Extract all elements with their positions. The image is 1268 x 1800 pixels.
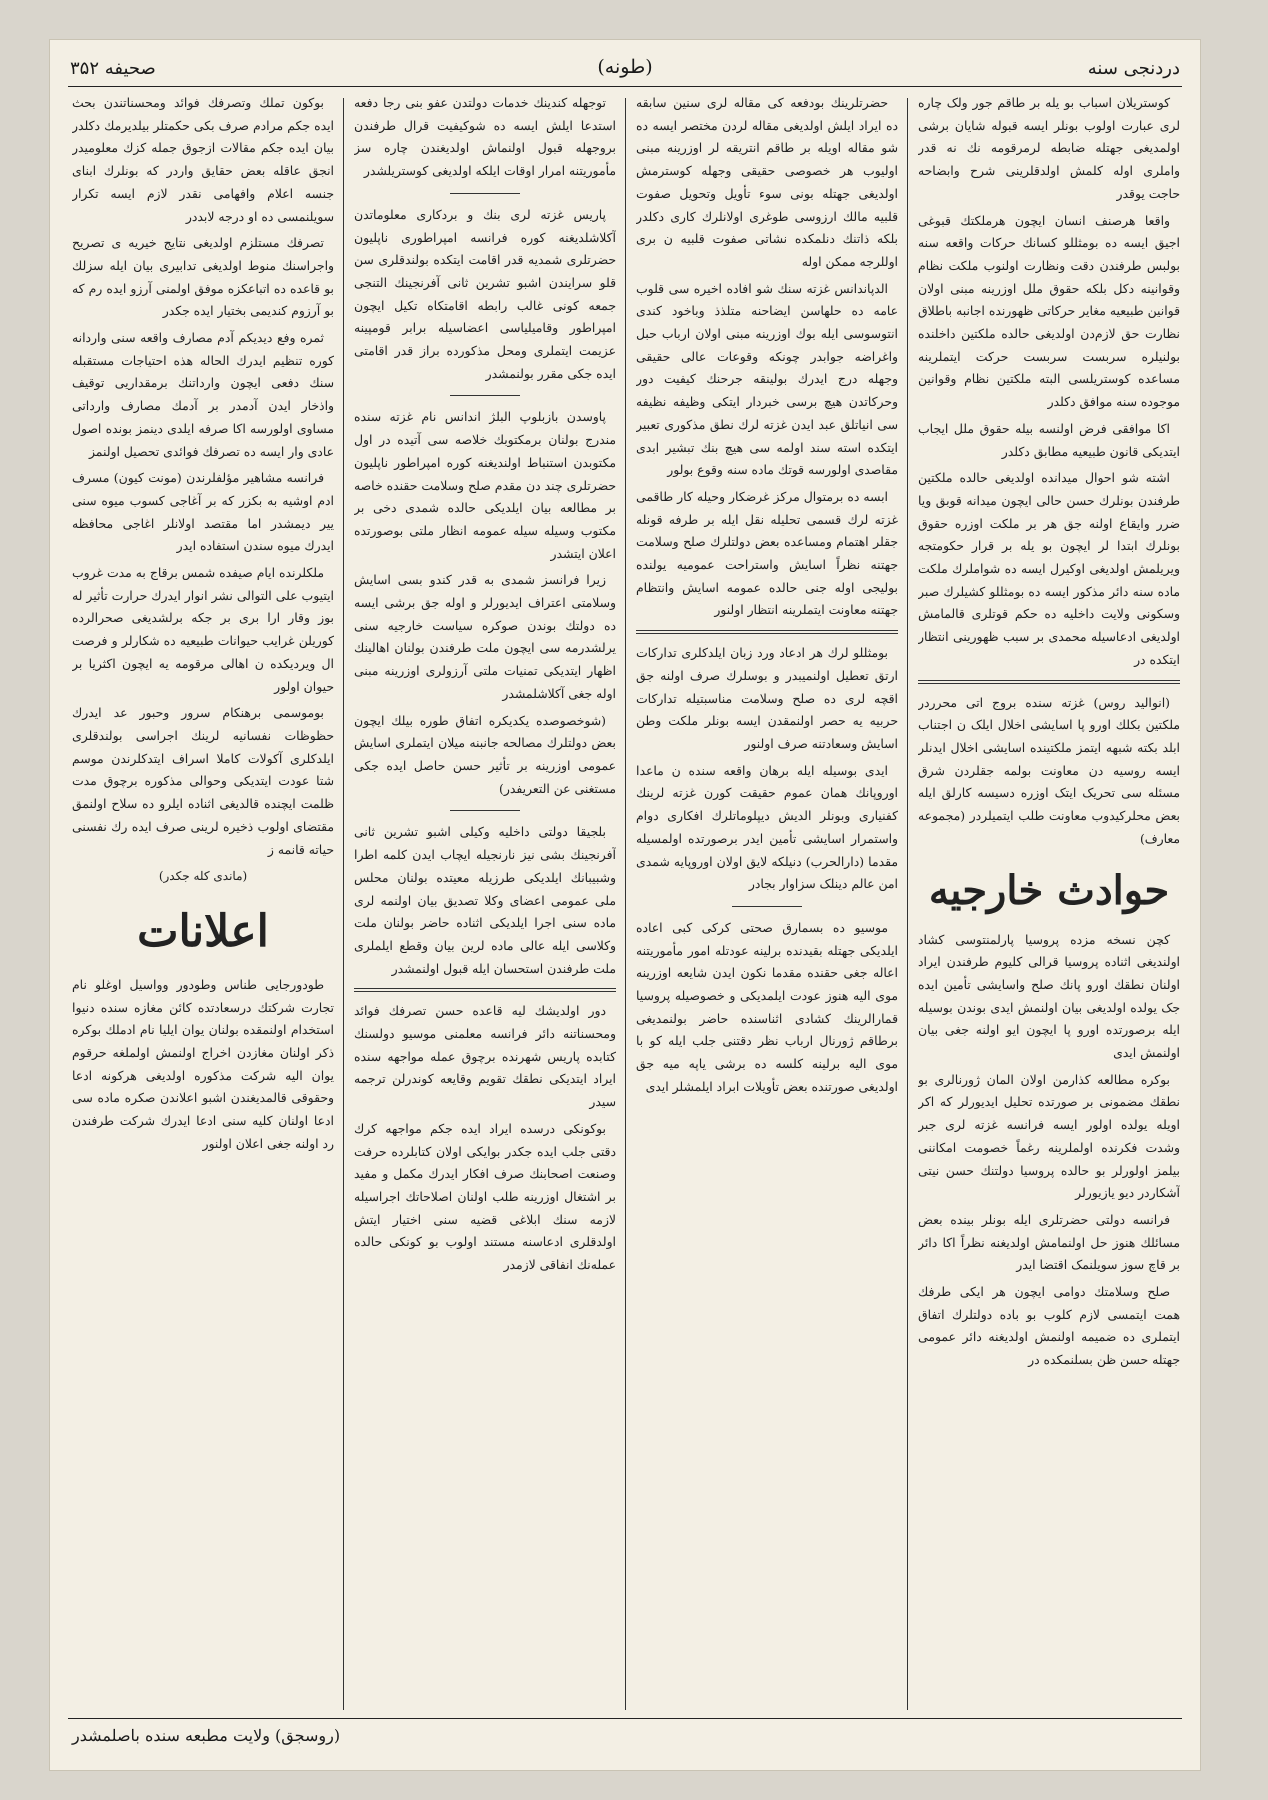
short-divider — [732, 906, 802, 907]
newspaper-page — [50, 40, 1200, 1770]
paper-name: دردنجی سنه — [1087, 58, 1180, 79]
article-paragraph: پاوسدن بازبلوپ البلژ اندانس نام غزته سنده مندرج بولنان برمکتوبك خلاصه سی آتیده در اول مکتوبدن استنباط اولندیغنه کوره امپراطور ناپلیون حضرتلری چند دن مقدم صلح وسلامت حقنده خاصه بر مطالعه بیان ایلدیکی حالده شمدی دخی بر مکتوب وسیله سیله عمومه انظار ملتی بوصورتده اعلان ایتشدر — [354, 409, 616, 561]
columns-container — [70, 92, 1180, 1714]
footer-rule — [68, 1718, 1182, 1719]
article-paragraph: بوکره مطالعه کذارمن اولان المان ژورنالری بو نطقك مضمونی بر صورتده تحلیل ایدیورلر که اکر اویله یولده اولور ایسه فرانسه غزته لری جبر وشدت فکرنده اولملرینه رغماً خصومت امکاننی بیلمز اولورلر بو حالده پروسیا دولتنك حسن نیتی آشکاردر دیو یازیورلر — [918, 1071, 1180, 1201]
section-divider — [354, 988, 616, 992]
advertisement-paragraph: طودورجایی طناس وطودور وواسیل اوغلو نام تجارت شرکتك درسعادتده کائن مغازه سنده دنیوا استخدام اولنمقده بولنان یوان ایلیا نام ادملك بوکره ذکر اولنان مغازدن اخراج اولنمش اولملغه حرقوم یوان الیه شرکت مذکوره اولدیغی هرکونه ادعا وحقوقی قالمدیغندن اشبو اعلاندن صکره ماده سی ادعا اولنان کلیه سنی ادعا ایدرك شرکت طرفندن رد اولنه جغی اعلان اولنور — [72, 976, 334, 1151]
printer-imprint: (روسجق) ولایت مطبعه سنده باصلمشدر — [72, 1726, 341, 1745]
article-paragraph: بوموسمی برهنکام سرور وحبور عد ایدرك حظوظات نفسانیه لرینك اجراسی بولندقلری ایلدکلری آکولات کاملا اسراف ایتدکلرندن موسم شتا عودت ایتدیکی وحوالی مذکوره برچوق مدت ظلمت ایچنده قالدیغی اثناده ایلرو ده سلاح اولنمق مقتضای اولوب ذخیره لرینی صرف ایده رك نفسنی حیاته قانمه ز — [72, 705, 334, 857]
article-paragraph: ابسه ده برمتوال مرکز غرضکار وحیله کار طاقمی غزته لرك قسمی تحلیله نقل ایله بر طرفه قونله جقلر اهتمام ومساعده بعض دولتلرك صلح وسلامت جهتنه نظراً اسایش واستراحت عمومیه یولنده بولیجی اوله جنی حالده عمومه اسایش وانتظام جهتنه معاونت ایتملرینه انتظار اولنور — [636, 488, 898, 618]
article-paragraph: الدپاندانس غزته سنك شو افاده اخیره سی قلوب عامه ده حلهاسن ایضاحنه متلذذ وباخود کندی انتوسوسی ایله بوك اوزرینه مبنی اولان ارباب حبل واغراضه جوابدر چونکه وقوعات عالی حقیقی وجهله درج ایدرك بولینقه جرحنك کیفیت دور وحرکاتدن هیچ برسی خبردار ایتکی وظیفه نظیفه سی انیاتلق عبد ایدن غزته لرك نطق مذکوری تعبیر ایتکده استه سند اولمه سی هیچ بنك تبشیر ابدی مقاصدی اولورسه قوتك ماده سنه وقوع بولور — [636, 280, 898, 478]
short-divider — [450, 810, 520, 811]
article-paragraph: تصرفك مستلزم اولدیغی نتایج خیریه ی تصریح واجراسنك منوط اولدیغی تدابیری بیان ایله سزلك بو قاعده ده اتباعکزه موفق اولمنی آرزو ایده رم که بو آرزوم کندیمی بختیار ایده جکدر — [72, 235, 334, 319]
article-paragraph: فرانسه مشاهیر مؤلفلرندن (مونت کیون) مسرف ادم اوشیه به بکزر که بر آغاجی کسوب میوه سنی ییر دیمشدر اما مقتصد اولانلر اغاجی محافظه ایدرك میوه سندن استفاده ایدر — [72, 470, 334, 554]
article-paragraph: ثمره وفع دیدیکم آدم مصارف واقعه سنی واردانه کوره تنظیم ایدرك الحاله هذه احتیاجات مستقبله سنك دفعی ایچون وارداتنك برمقداریی توقیف واذخار ایدن آدمدر بر آدمك مصارف وارداتی مساوی اولورسه اکا صرفه ایلدی دینمز بونده اصول عادی وار ایسه ده تصرفك فوائدی تحصیل اولنمز — [72, 330, 334, 459]
column-1 — [918, 92, 1180, 1714]
page-header — [60, 52, 1190, 88]
article-paragraph: بلجیقا دولتی داخلیه وکیلی اشبو تشرین ثانی آفرنجینك بشی نیز نارنجیله ایچاب ایدن کلمه اطرا وشبیبانك ایلدیکی طرزیله معیتده بولنان محلس ملی عمومی اعضای وکلا تصدیق بیان اولنمه لری ماده سنی اجرا ایلدیکی اثناده حاضر بولنان ملت وکلاسی ایله عالی ماده لرین بیان وقطع ایلملری ملت طرفندن استحسان ایله قبول اولنمشدر — [354, 824, 616, 976]
section-divider — [636, 630, 898, 634]
article-paragraph: توجهله کندینك خدمات دولتدن عفو بنی رجا دفعه استدعا ایلش ایسه ده شوکیفیت قرال طرفندن بروجهله قبول اولنماش اولدیغندن چاره سز مأموریتنه امرار اوقات ایلکه اولدیغی کوستریلشدر — [354, 95, 616, 179]
article-paragraph: (شوخصوصده یکدیکره اتفاق طوره بیلك ایچون بعض دولتلرك مصالحه جانبنه میلان ایتملری اسایش عمومی اوزرینه بر تأثیر حسن حاصل ایده جکی مستغنی عن التعریفدر) — [354, 712, 616, 796]
column-3 — [354, 92, 616, 1714]
article-paragraph: (انوالید روس) غزته سنده بروج اتی محرردر ملکتین بکلك اورو پا اسایشی اخلال ایلک ن اجتناب ابلد بکته شبهه ایتمز ملکتینده اسایشی اخلال ایدنلر ایسه روسیه دن معاونت بولمه جقلردن شرق مسئله سی تحریک ایتک اوزره دسیسه کارلق ایله بعض محلرکیدوب معاونت طلب ایتمیلردر (مجموعه معارف) — [918, 694, 1180, 846]
article-paragraph: بومثللو لرك هر ادعاد ورد زبان ایلدکلری تدارکات ارتق تعطیل اولنمیبدر و بوسلرك صرف اولنه جق اقچه لری ده صلح وسلامت مناسبتیله تدارکات حربیه یه حصر اولنمقدن ایسه بونلر ملکت وطن اسایش وسعادتنه صرف اولنور — [636, 645, 898, 751]
article-paragraph: فرانسه دولتی حضرتلری ایله بونلر بینده بعض مسائلك هنوز حل اولنمامش اولدیغنه نظراً اکا دائر بر قاچ سوز سویلنمک اقتضا ایدر — [918, 1211, 1180, 1273]
article-paragraph: دور اولدیشك لیه قاعده حسن تصرفك فوائد ومحسناتنه دائر فرانسه معلمنی موسیو دولسنك کتابده پاریس شهرنده برچوق عمله مواجهه سنده ایراد ایتدیکی نطقك تقویم وقایعه کوندرلن ترجمه سیدر — [354, 1003, 616, 1110]
article-paragraph: بوکون تملك وتصرفك فوائد ومحسناتندن بحث ایده جکم مرادم صرف بکی حکمتلر بیلدیرمك دکلدر بیان ایده جکم مقالات ازجوق جمله کزك معلومیدر انجق عاقله بعض حقایق واردر که بونلرك ابنای جنسه اعلام وافهامی نقدر لازم ایسه تکرار سویلنمسی ده او درجه لابددر — [72, 95, 334, 224]
article-paragraph: اشته شو احوال میدانده اولدیغی حالده ملکتین طرفندن بونلرك حسن حالی ایچون میدانه قوبق ویا ضرر وایقاع اولنه جق هر بر ملکت اوزره حقوق بونلرك ابتدا لر ایچون بو یله بر قرار حکومتجه ویریلمش اولدیغی اوکیرل ایسه ده شواملرك ملکت ماده سنه دائر مذکور ایسه ده بومثللو کشیلرك صبر وسکونی ولایت داخلیه ده حکم قوتلری قالمامش اولدیغی ادعاسیله محمدی بر سبب ظهورینی انتظار ایتکده در — [918, 470, 1180, 667]
article-paragraph: پاریس غزته لری بنك و بردکاری معلوماتدن آکلاشلدیغنه کوره فرانسه امپراطوری ناپلیون حضرتلری شمدیه قدر اقامت ایتکده بولندقلری سن قلو سرایندن اشبو تشرین ثانی آفرنجینك التنجی جمعه کونی غالب رابطه اقامتکاه تکیل ایچون امپراطور وقامیلیاسی اعضاسیله برابر قومپینه عزیمت ایتملری ومحل مذکورده براز قدر اقامتی ایده جکی مقرر بولنمشدر — [354, 206, 616, 381]
article-paragraph: اکا موافقی فرض اولنسه بیله حقوق ملل ایجاب ایتدیکی قانون طبیعیه مطابق دکلدر — [918, 420, 1180, 459]
article-paragraph: زیرا فرانسز شمدی به قدر کندو بسی اسایش وسلامتی اعتراف ایدیورلر و اوله جق برشی ایسه ده دولتك بوندن صوکره سیاست خارجیه سنی یرلشدرمه سی ایچون ملت طرفندن بولنان اهالینك اظهار ایتدیکی تمنیات ملتی آرزولری اوزرینه مبنی اوله جغی آکلاشلمشدر — [354, 572, 616, 701]
section-headline-ads: اعلانات — [137, 905, 269, 957]
section-divider — [918, 680, 1180, 684]
article-paragraph: کچن نسخه مزده پروسیا پارلمنتوسی کشاد اولندیغی اثناده پروسیا قرالی کلیوم طرفندن ایراد اولنان نطقك اورو پانك صلح واسایشی تأمین ایده جک یولده اولدیغی بیان اولنمش ایدی بوندن بوسیله ایله برصورتده اورو پا ایچون ایو اولنه جغی بیان اولنمش ایدی — [918, 931, 1180, 1061]
article-paragraph: صلح وسلامتك دوامی ایچون هر ایکی طرفك همت ایتمسی لازم کلوب بو باده دولتلرك اتفاق ایتملری ده ضمیمه اولنمش اولدیغنه دائر عمومی جهتله حسن ظن بسلنمکده در — [918, 1284, 1180, 1368]
column-divider — [343, 98, 344, 1710]
article-paragraph: حضرتلرینك بودفعه کی مقاله لری سنین سابقه ده ایراد ایلش اولدیغی مقاله لردن مختصر ایسه ده شو مقاله اویله بر طاقم انتریقه لر اوزرینه مبنی اولیوب هر خصوصی حقیقی وجهله کوسترمش اولدیغی جهتله بونی سوء تأویل وتحویل صفوت قلبیه مالك ارزوسی طوغری اولانلرك کاری دکلدر بلکه ذاتنك دنلمکده نشاتی صفوت قلبیه ن بری اوللرجه ممکن اوله — [636, 95, 898, 269]
page-number: صحیفه ۳۵۲ — [70, 58, 156, 79]
article-paragraph: موسیو ده بسمارق صحتی کرکی کبی اعاده ایلدیکی جهتله بقیدنده برلینه عودتله امور مأموریتنه اعاله جغی حقنده مقدما نکون ایدن شایعه اوزرینه موی الیه هنوز عودت ایلمدیکی و خصوصیله پروسیا قمارالرینك کشادی اثناسنده حاضر بولنمدیغی برطاقم ژورنال ارباب نظر دقتنی جلب ایله کو با موی الیه برلینه کلسه ده برشی یاپه میه جق اولدیغی صورتنده بعض تأویلات ابراد ایلمشلر ایدی — [636, 919, 898, 1094]
continued-note: (ماندی کله جکدر) — [158, 869, 248, 884]
column-2 — [636, 92, 898, 1714]
article-paragraph: بوکونکی درسده ایراد ایده جکم مواجهه کرك دقتی جلب ایده جکدر بوایکی اولان کتابلرده حرفت وصنعت اصحابنك صرف افکار ایدرك مکمل و مفید بر اشتغال اوزرینه طلب اولنان اصلاحاتك اجراسیله لازمه سنك ابلاغی قضیه سنی اختیار ایتش اولدقلری ادعاسنه مستند اولوب بو کونکی حالده عمله‌نك انفاقی لازمدر — [354, 1120, 616, 1273]
newspaper-title: (طونه) — [597, 56, 653, 78]
column-divider — [625, 98, 626, 1710]
article-paragraph: واقعا هرصنف انسان ایچون هرملکتك قبوغی اجیق ایسه ده بومثللو کسانك حرکات واقعه سنه بولبس طرفندن دقت ونظارت اولنوب ملکت نظام وقوانینه دکل بلکه حقوق ملل اوزرینه مبنی اولان قوانین طبیعیه مغایر حرکاتی ظهورنده اجانبه باطلاق نظارت حق لازم‌دن اولدیغی حالده ملکتین داخلنده بولنیلره سربست سربست حرکت ایتملرینه مساعده کوستریلسی البته ملکتین نظام وقوانین موجوده سنه موافق دکلدر — [918, 212, 1180, 410]
column-4 — [72, 92, 334, 1714]
header-rule — [68, 86, 1182, 87]
short-divider — [450, 193, 520, 194]
article-paragraph: ایدی بوسیله ایله برهان واقعه سنده ن ماعدا اوروپانك همان عموم حقیقت کورن غزته لرینك کفنیاری وبونلر الدیش دیپلوماتلرك افکاری دوام واستمرار اسایشی تأمین ایدر برصورتده اولمسیله مقدما (دارالحرب) دنیلکه لایق اولان اوروپایه شمدی امن عالم دینلک سزاوار بجادر — [636, 762, 898, 892]
column-divider — [907, 98, 908, 1710]
article-paragraph: کوستریلان اسباب بو یله بر طاقم جور ولک چاره لری عبارت اولوب بونلر ایسه قبوله شایان برشی اولمدیغی جهتله ضابطه لرمرقومه نك نه قدر واملری اوله کلمش اولدقلرینی شرح وابضاحه حاجت یوقدر — [918, 95, 1180, 201]
section-headline-news: حوادث خارجیه — [928, 866, 1170, 914]
article-paragraph: ملکلرنده ایام صیفده شمس برقاج به مدت غروب ایتیوب علی التوالی نشر انوار ایدرك حرارت تأثیر له بوز وقار ارا بری بر جکه برلشدیغی صحرالرده کوریلن غرایب حیوانات طبیعیه ده شکارلر و فرصت ال ویردیکده ن اهالی مرقومه یه ایچون اکثریا بر حیوان اولور — [72, 565, 334, 694]
short-divider — [450, 395, 520, 396]
